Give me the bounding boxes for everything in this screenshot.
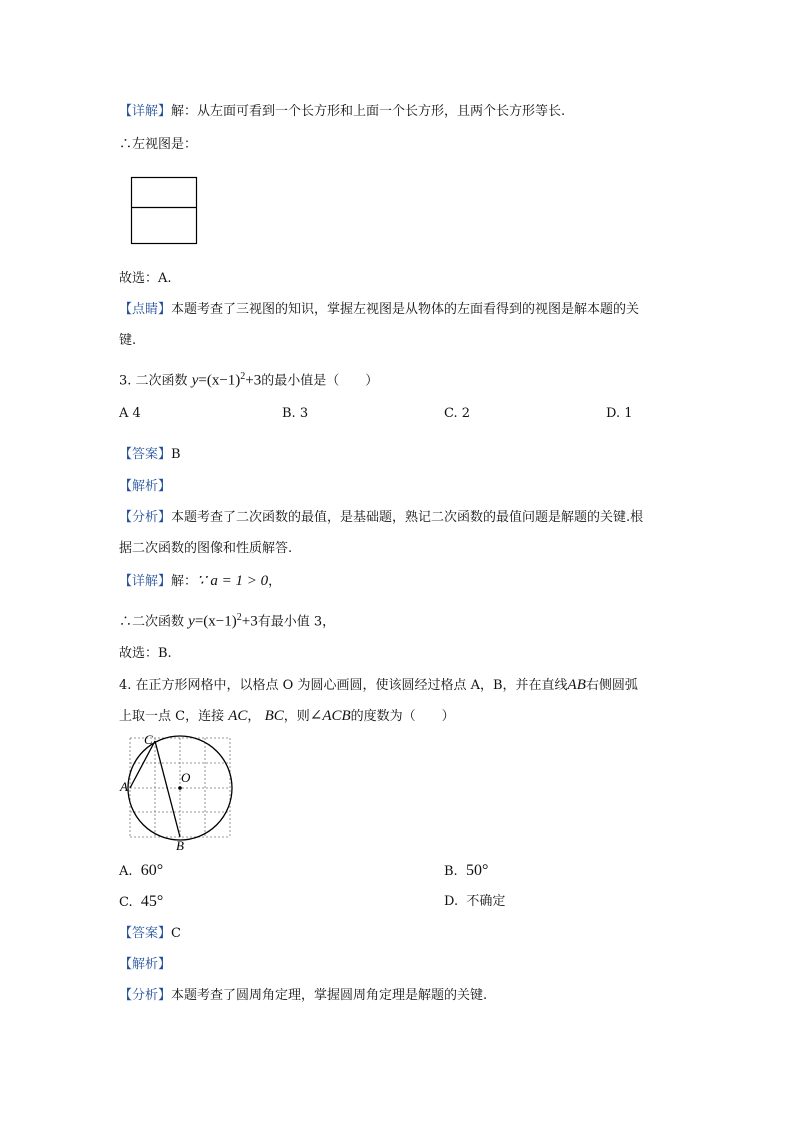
q4-answer-tag: 【答案】 [119, 926, 172, 941]
q3-body: (x−1) [206, 372, 241, 389]
label-b: B [176, 838, 184, 853]
q4-circle-figure [118, 730, 238, 855]
comment-line-2: 键. [119, 333, 137, 348]
center-point [178, 786, 182, 790]
q4-option-a-key: A. [119, 864, 133, 879]
q3-analysis-line-1 [119, 509, 643, 527]
label-c: C [144, 732, 153, 747]
comment-line-1 [119, 301, 639, 319]
q3-fenxi-tag: 【分析】 [119, 510, 172, 525]
q4-fenxi-tag: 【分析】 [119, 988, 172, 1003]
q3-exp: 2 [240, 371, 246, 382]
q4-bc: BC [264, 708, 284, 724]
q3-conc-tail: +3 [241, 613, 258, 630]
q3-conc-suffix: 有最小值 3， [257, 614, 336, 630]
q3-answer-value: B [171, 447, 181, 462]
q4-option-c [119, 893, 163, 912]
q3-conc-y: y [188, 613, 195, 630]
q4-option-d-val: 不确定 [466, 894, 506, 909]
q4-ac: AC [228, 708, 248, 724]
q4-fenxi-text: 本题考查了圆周角定理，掌握圆周角定理是解题的关键. [171, 988, 488, 1003]
left-view-outer-rect [132, 178, 197, 244]
question-4-line-2 [119, 707, 455, 726]
q3-answer-tag: 【答案】 [119, 447, 172, 462]
comment-tag: 【点睛】 [119, 302, 172, 317]
q4-option-b-key: B. [444, 864, 458, 879]
q4-option-a-val: 60° [140, 862, 164, 879]
q3-analysis-tag: 【解析】 [119, 479, 172, 494]
q3-option-c: C. 2 [444, 406, 471, 421]
q3-prefix: 3. 二次函数 [119, 373, 188, 389]
q4-option-c-key: C. [119, 895, 133, 910]
q4-sep1: ， [247, 709, 261, 724]
question-3 [119, 368, 378, 390]
q3-detail-text: 解： [171, 574, 198, 589]
question-4-line-1 [119, 676, 638, 695]
q4-option-b [444, 862, 488, 881]
q3-eq: = [198, 372, 207, 389]
left-view-figure [130, 176, 200, 246]
q3-detail-comma: ， [268, 574, 282, 589]
q4-sep2: ，则 [283, 709, 310, 724]
q3-conc-body: (x−1) [203, 613, 237, 630]
q4-analysis [119, 987, 487, 1005]
q3-option-d: D. 1 [606, 406, 633, 421]
comment-text: 本题考查了三视图的知识，掌握左视图是从物体的左面看得到的视图是解本题的关 [171, 302, 640, 317]
q4-analysis-tag: 【解析】 [119, 957, 172, 972]
chord-bc [155, 741, 180, 837]
q3-detail [119, 572, 281, 591]
q3-answer [119, 446, 181, 464]
q3-final: 故选：B. [119, 646, 172, 661]
q4-ab: AB [567, 677, 586, 693]
q3-conclusion [119, 609, 335, 631]
q3-fenxi-text: 本题考查了二次函数的最值，是基础题，熟记二次函数的最值问题是解题的关键.根 [171, 510, 644, 525]
choose-answer-a: 故选：A. [119, 271, 172, 286]
q3-analysis-line-2: 据二次函数的图像和性质解答. [119, 541, 293, 556]
q4-t1: 上取一点 C，连接 [119, 709, 225, 724]
q4-end: 的度数为（ ） [350, 709, 455, 724]
q4-option-d [444, 893, 505, 911]
q4-angle: ∠ACB [309, 708, 351, 724]
detail-tag: 【详解】 [119, 104, 172, 119]
q3-detail-tag: 【详解】 [119, 574, 172, 589]
q3-y: y [191, 372, 199, 389]
q4-text-1: 4. 在正方形网格中，以格点 O 为圆心画圆，使该圆经过格点 A，B，并在直线 [119, 678, 568, 693]
detail-explanation-1 [119, 103, 565, 121]
q3-conc-eq: = [194, 613, 204, 630]
q3-conc-prefix: ∴二次函数 [119, 614, 185, 630]
q3-detail-cond: ∵ a = 1 > 0 [197, 573, 269, 589]
q4-option-c-val: 45° [140, 893, 164, 910]
q3-tail: +3 [245, 372, 262, 389]
q4-text-1-end: 右侧圆弧 [585, 678, 638, 693]
q4-option-b-val: 50° [465, 862, 489, 879]
detail-text: 解：从左面可看到一个长方形和上面一个长方形，且两个长方形等长. [171, 104, 566, 119]
q4-answer-value: C [171, 926, 181, 941]
q3-option-b: B. 3 [282, 406, 309, 421]
q3-conc-exp: 2 [236, 612, 242, 623]
q4-option-a [119, 862, 163, 881]
q4-option-d-key: D. [444, 894, 459, 909]
q4-answer [119, 925, 181, 943]
label-a: A [120, 779, 128, 794]
left-view-label: ∴左视图是： [119, 137, 198, 152]
q3-option-a: A 4 [119, 406, 141, 421]
label-o: O [181, 770, 191, 785]
q3-suffix: 的最小值是（ ） [261, 373, 379, 389]
